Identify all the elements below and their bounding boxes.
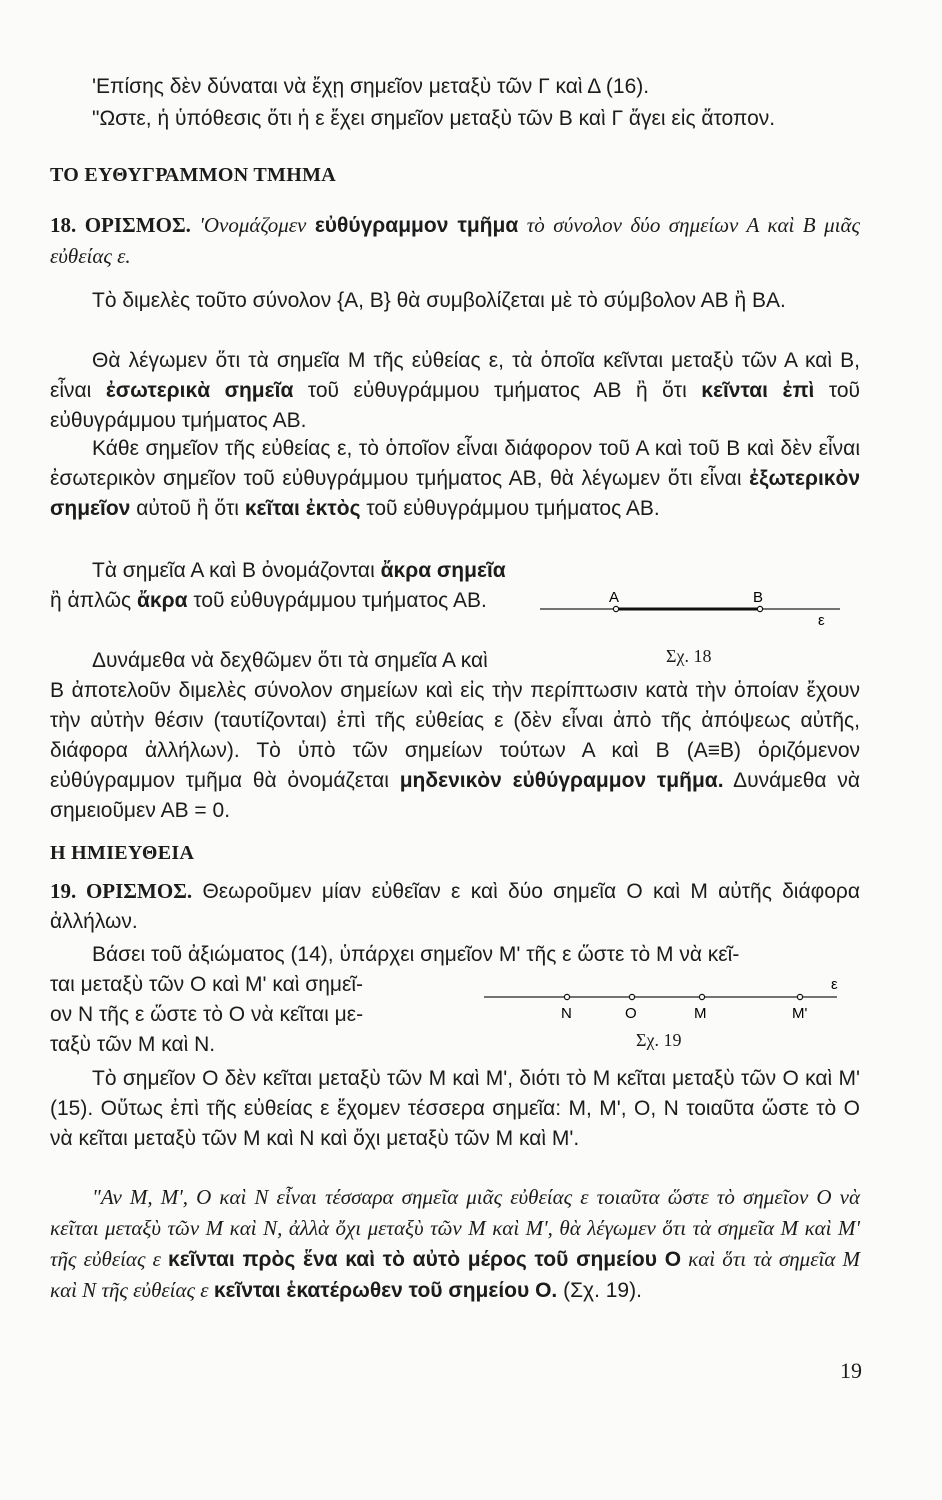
point-o xyxy=(629,994,634,999)
paragraph-symbol: Τὸ διμελὲς τοῦτο σύνολον {Α, Β} θὰ συμβολίζεται μὲ τὸ σύμβολον ΑΒ ἢ ΒΑ. xyxy=(92,289,786,312)
term-interior-points: ἐσωτερικὰ σημεῖα xyxy=(105,379,294,402)
paragraph-interior xyxy=(50,346,860,436)
term-lies-outside: κεῖται ἐκτὸς xyxy=(244,497,361,520)
paragraph-axiom-line2: ται μεταξὺ τῶν Ο καὶ Μ' καὶ σημεῖ- xyxy=(50,973,364,996)
paragraph-same-side xyxy=(50,1182,860,1306)
label-e: ε xyxy=(831,976,838,993)
term-opposite-sides: κεῖνται ἑκατέρωθεν τοῦ σημείου Ο. xyxy=(213,1279,558,1302)
text-line-2: "Ωστε, ἡ ὑπόθεσις ὅτι ἡ ε ἔχει σημεῖον μεταξὺ τῶν Β καὶ Γ ἄγει εἰς ἄτοπον. xyxy=(92,107,776,130)
text: τοῦ εὐθυγράμμου τμήματος ΑΒ. xyxy=(50,379,861,432)
figure-18-caption: Σχ. 18 xyxy=(666,646,712,666)
text: καὶ ὅτι τὰ σημεῖα Μ καὶ Ν τῆς εὐθείας ε xyxy=(50,1247,860,1302)
figure-18-drawing xyxy=(535,585,845,635)
definition-number: 18. ΟΡΙΣΜΟΣ. xyxy=(50,213,191,237)
text: Δυνάμεθα νὰ σημειοῦμεν ΑΒ = 0. xyxy=(50,769,860,822)
paragraph-zero-line1: Δυνάμεθα νὰ δεχθῶμεν ὅτι τὰ σημεῖα Α καὶ xyxy=(92,649,488,672)
point-m xyxy=(699,994,704,999)
point-n xyxy=(564,994,569,999)
label-n: Ν xyxy=(561,1005,572,1022)
text: αὐτοῦ ἢ ὅτι xyxy=(130,497,245,520)
figure-19-caption: Σχ. 19 xyxy=(636,1030,682,1050)
paragraph-endpoints xyxy=(50,556,520,616)
page-number: 19 xyxy=(840,1358,862,1383)
term-exterior-point: ἐξωτερικὸν σημεῖον xyxy=(50,467,860,520)
paragraph-axiom-line1: Βάσει τοῦ ἀξιώματος (14), ὑπάρχει σημεῖον Μ' τῆς ε ὥστε τὸ Μ νὰ κεῖ- xyxy=(92,943,740,966)
figure-18 xyxy=(535,585,845,635)
figure-19 xyxy=(482,976,852,1022)
term-lie-on: κεῖνται ἐπὶ xyxy=(701,379,815,402)
section-heading-ray: Η ΗΜΙΕΥΘΕΙΑ xyxy=(50,842,195,864)
paragraph-axiom-line4: ταξὺ τῶν Μ καὶ Ν. xyxy=(50,1033,216,1056)
text: Β ἀποτελοῦν διμελὲς σύνολον σημείων καὶ εἰς τὴν περίπτωσιν κατὰ τὴν ὁποίαν ἔχουν τὴν αὐτὴν θέσιν (ταυτίζονται) ἐπὶ τῆς εὐθείας ε (δὲν εἶναι ἀπὸ τῆς ἀπόψεως αὐτῆς, διάφορα ἀλλήλων). Τὸ ὑπὸ τῶν σημείων τούτων Α καὶ Β (Α≡Β) ὁριζόμενον εὐθύγραμμον τμῆμα θὰ ὀνομάζεται xyxy=(50,679,860,792)
paragraph-zero xyxy=(50,676,860,826)
text: Κάθε σημεῖον τῆς εὐθείας ε, τὸ ὁποῖον εἶναι διάφορον τοῦ Α καὶ τοῦ Β καὶ δὲν εἶναι ἐσωτερικὸν σημεῖον τοῦ εὐθυγράμμου τμήματος ΑΒ, θὰ λέγωμεν ὅτι εἶναι xyxy=(50,437,860,490)
text: (Σχ. 19). xyxy=(557,1279,642,1302)
text: Θὰ λέγωμεν ὅτι τὰ σημεῖα Μ τῆς εὐθείας ε, τὰ ὁποῖα κεῖνται μεταξὺ τῶν Α καὶ Β, εἶναι xyxy=(50,349,860,402)
term-null-segment: μηδενικὸν εὐθύγραμμον τμῆμα. xyxy=(399,769,724,792)
point-b xyxy=(757,606,762,611)
definition-term: εὐθύγραμμον τμῆμα xyxy=(314,214,519,237)
figure-19-drawing xyxy=(482,976,852,1022)
definition-text: Θεωροῦμεν μίαν εὐθεῖαν ε καὶ δύο σημεῖα Ο καὶ Μ αὐτῆς διάφορα ἀλλήλων. xyxy=(50,880,860,933)
term-endpoints: ἄκρα σημεῖα xyxy=(380,559,506,582)
paragraph-axiom-line3: ον Ν τῆς ε ὥστε τὸ Ο νὰ κεῖται με- xyxy=(50,1003,364,1026)
paragraph-four-points: Τὸ σημεῖον Ο δὲν κεῖται μεταξὺ τῶν Μ καὶ Μ', διότι τὸ Μ κεῖται μεταξὺ τῶν Ο καὶ Μ' (15). Οὕτως ἐπὶ τῆς εὐθείας ε ἔχομεν τέσσερα σημεῖα: Μ, Μ', Ο, Ν τοιαῦτα ὥστε τὸ Ο νὰ κεῖται μεταξὺ τῶν Μ καὶ Ν καὶ ὄχι μεταξὺ τῶν Μ καὶ Μ'. xyxy=(50,1067,860,1150)
text: ἢ ἁπλῶς xyxy=(50,589,137,612)
definition-number: 19. ΟΡΙΣΜΟΣ. xyxy=(50,879,193,903)
text: "Αν Μ, Μ', Ο καὶ Ν εἶναι τέσσαρα σημεῖα μιᾶς εὐθείας ε τοιαῦτα ὥστε τὸ σημεῖον Ο νὰ κεῖται μεταξὺ τῶν Μ καὶ Ν, ἀλλὰ ὄχι μεταξὺ τῶν Μ καὶ Μ', θὰ λέγωμεν ὅτι τὰ σημεῖα Μ καὶ Μ' τῆς εὐθείας ε xyxy=(50,1185,860,1271)
label-b: Β xyxy=(753,589,764,606)
label-m-prime: Μ' xyxy=(792,1005,808,1022)
section-heading-segment: ΤΟ ΕΥΘΥΓΡΑΜΜΟΝ ΤΜΗΜΑ xyxy=(50,164,337,186)
label-a: Α xyxy=(609,589,620,606)
definition-18 xyxy=(50,210,860,272)
term-ends: ἄκρα xyxy=(137,589,188,612)
label-e: ε xyxy=(818,612,825,629)
text: τοῦ εὐθυγράμμου τμήματος ΑΒ ἢ ὅτι xyxy=(293,379,702,402)
definition-19 xyxy=(50,876,860,937)
label-m: Μ xyxy=(694,1005,707,1022)
term-same-side: κεῖνται πρὸς ἕνα καὶ τὸ αὐτὸ μέρος τοῦ σημείου Ο xyxy=(168,1248,682,1271)
text: τοῦ εὐθυγράμμου τμήματος ΑΒ. xyxy=(187,589,487,612)
text: Τὰ σημεῖα Α καὶ Β ὀνομάζονται xyxy=(92,559,381,582)
point-a xyxy=(613,606,618,611)
text: τοῦ εὐθυγράμμου τμήματος ΑΒ. xyxy=(360,497,660,520)
point-m-prime xyxy=(797,994,802,999)
paragraph-exterior xyxy=(50,434,860,524)
text-line-1: 'Επίσης δὲν δύναται νὰ ἔχῃ σημεῖον μεταξὺ τῶν Γ καὶ Δ (16). xyxy=(92,75,650,98)
label-o: Ο xyxy=(625,1005,637,1022)
definition-text: 'Ονομάζομεν xyxy=(190,213,315,237)
definition-text: τὸ σύνολον δύο σημείων Α καὶ Β μιᾶς εὐθείας ε. xyxy=(50,213,861,268)
